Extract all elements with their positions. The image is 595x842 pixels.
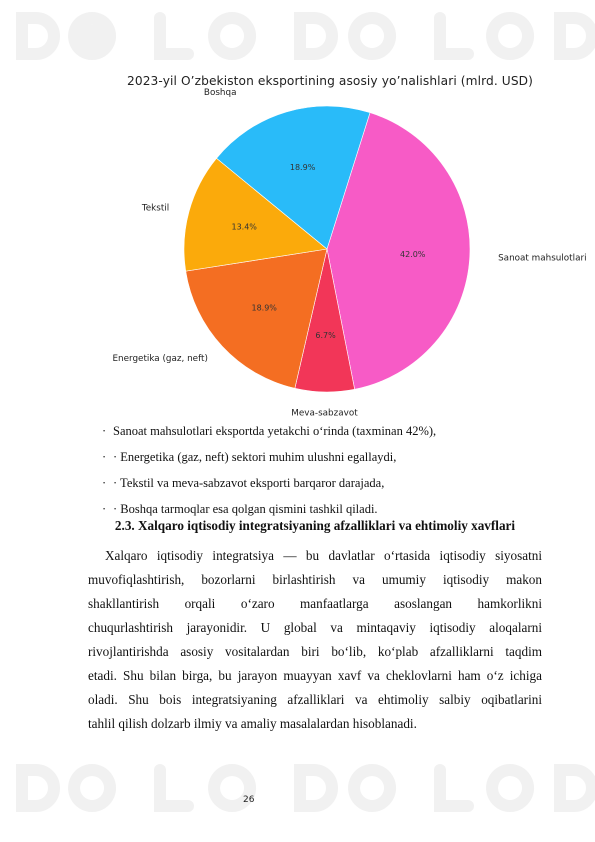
paragraph-line: etadi. Shu bilan birga, bu jarayon muayyan xavf va cheklovlarni ham o‘z ichiga xyxy=(88,668,542,683)
pie-percent-label: 13.4% xyxy=(231,222,257,232)
bullet-marker: · xyxy=(102,424,107,438)
bullet-marker: · xyxy=(102,502,107,516)
pie-percent-label: 6.7% xyxy=(315,330,336,340)
bullet-marker: · xyxy=(102,476,107,490)
bullet-text: · Tekstil va meva-sabzavot eksporti barqaror darajada, xyxy=(113,476,385,490)
pie-percent-label: 42.0% xyxy=(399,249,426,259)
body-paragraph xyxy=(88,544,542,736)
bullet-text: · Energetika (gaz, neft) sektori muhim ulushni egallaydi, xyxy=(113,450,397,464)
pie-percent-label: 18.9% xyxy=(289,162,316,172)
paragraph-line: tahlil qilish dolzarb ilmiy va amaliy masalalardan hisoblanadi. xyxy=(88,716,417,731)
page-number: 26 xyxy=(243,795,255,805)
bullet-text: · Boshqa tarmoqlar esa qolgan qismini tashkil qiladi. xyxy=(113,502,378,516)
bullet-item xyxy=(102,474,562,500)
pie-category-label: Meva-sabzavot xyxy=(291,408,358,419)
pie-percent-label: 18.9% xyxy=(251,303,277,313)
pie-category-label: Sanoat mahsulotlari xyxy=(498,253,587,264)
bullet-list xyxy=(102,422,562,526)
bullet-item xyxy=(102,422,562,448)
pie-category-label: Tekstil xyxy=(141,203,170,214)
paragraph-line: rivojlantirishda asosiy vositalardan biri bo‘lib, ko‘plab afzalliklarni taqdim xyxy=(88,644,542,659)
paragraph-line: muvofiqlashtirish, bozorlarni birlashtirish va umumiy iqtisodiy makon xyxy=(88,572,542,587)
paragraph-line: Xalqaro iqtisodiy integratsiya — bu davlatlar o‘rtasida iqtisodiy siyosatni xyxy=(105,548,542,563)
section-heading: 2.3. Xalqaro iqtisodiy integratsiyaning afzalliklari va ehtimoliy xavflari xyxy=(114,518,516,533)
pie-category-label: Boshqa xyxy=(203,88,237,99)
bullet-item xyxy=(102,448,562,474)
paragraph-line: shakllantirish orqali o‘zaro manfaatlarga asoslangan hamkorlikni xyxy=(88,596,542,611)
paragraph-line: chuqurlashtirish jarayonidir. U global va mintaqaviy iqtisodiy aloqalarni xyxy=(88,620,542,635)
paragraph-line: oladi. Shu bois integratsiyaning afzalliklari va ehtimoliy salbiy oqibatlarini xyxy=(88,692,542,707)
pie-chart xyxy=(0,0,595,420)
pie-category-label: Energetika (gaz, neft) xyxy=(112,354,208,365)
chart-title: 2023-yil O’zbekiston eksportining asosiy yo’nalishlari (mlrd. USD) xyxy=(127,74,533,88)
bullet-marker: · xyxy=(102,450,107,464)
bullet-text: Sanoat mahsulotlari eksportda yetakchi o‘rinda (taxminan 42%), xyxy=(113,424,437,438)
